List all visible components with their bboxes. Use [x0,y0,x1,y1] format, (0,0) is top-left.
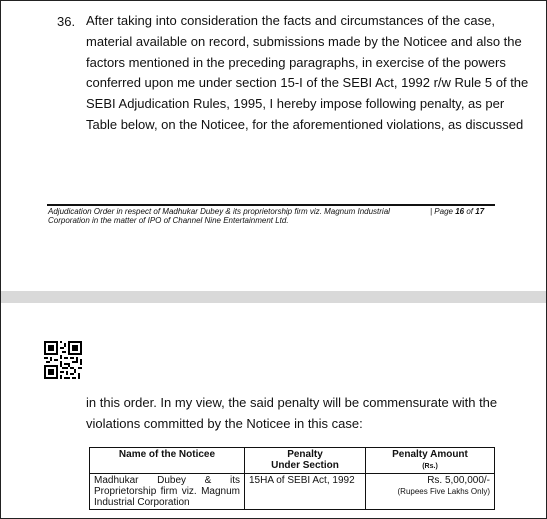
paragraph-line: conferred upon me under section 15-I of the SEBI Act, 1992 r/w Rule 5 of the [86,75,529,91]
header-noticee: Name of the Noticee [90,448,245,474]
page-separator [1,291,546,303]
footer-divider [47,204,495,206]
paragraph-line: Table below, on the Noticee, for the aforementioned violations, as discussed [86,116,524,132]
paragraph-continuation [86,393,498,435]
paragraph-line: in this order. In my view, the said penalty will be commensurate with the [86,395,498,410]
table-header-row [90,448,495,474]
page-footer [48,207,495,225]
footer-page-number: | Page 16 of 17 [430,207,485,216]
paragraph-line: factors mentioned in the preceding paragraphs, in exercise of the powers [86,54,506,70]
cell-amount: Rs. 5,00,000/- (Rupees Five Lakhs Only) [366,474,495,510]
paragraph-line: violations committed by the Noticee in this case: [86,415,363,431]
header-section: Penalty Under Section [245,448,366,474]
paragraph-number: 36. [57,14,76,29]
header-amount: Penalty Amount (Rs.) [366,448,495,474]
paragraph-36 [86,11,529,136]
paragraph-line: SEBI Adjudication Rules, 1995, I hereby impose following penalty, as per [86,96,505,112]
qr-code-icon [44,341,82,379]
cell-section: 15HA of SEBI Act, 1992 [245,474,366,510]
footer-case-title: Adjudication Order in respect of Madhukar Dubey & its proprietorship firm viz. Magnum Industrial Corporation in the matter of IPO of Channel Nine Entertainment Ltd. [48,207,390,225]
page-17 [1,303,546,518]
cell-noticee: Madhukar Dubey & its Proprietorship firm viz. Magnum Industrial Corporation [90,474,245,510]
table-row [90,474,495,510]
paragraph-line: After taking into consideration the facts and circumstances of the case, [86,13,495,28]
page-16 [1,1,546,291]
paragraph-line: material available on record, submissions made by the Noticee and also the [86,33,522,49]
penalty-table [89,447,495,510]
